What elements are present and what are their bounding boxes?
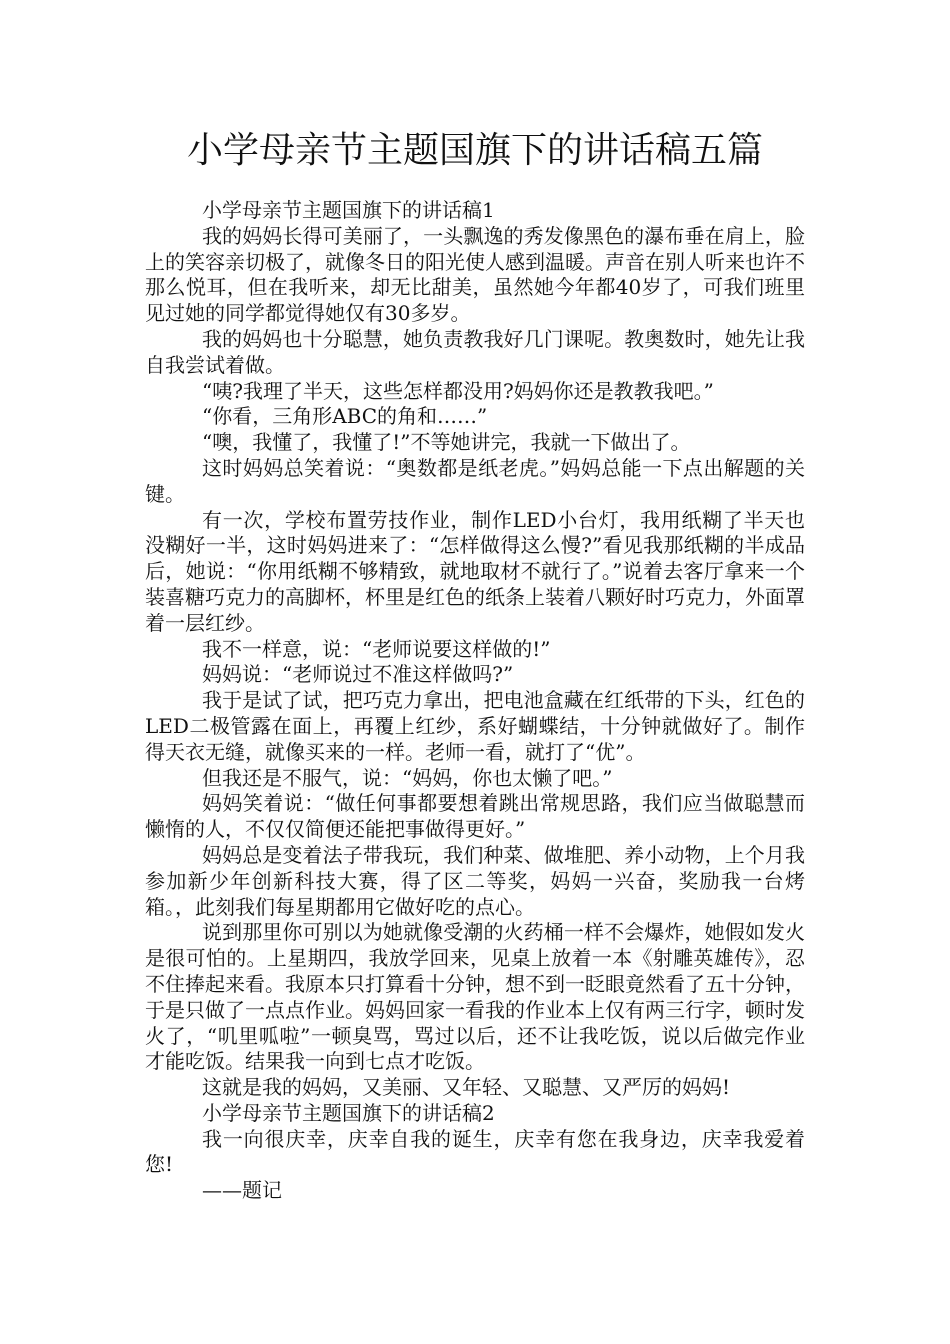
paragraph: 说到那里你可别以为她就像受潮的火药桶一样不会爆炸，她假如发火是很可怕的。上星期四，我放学回来，见桌上放着一本《射雕英雄传》，忍不住捧起来看。我原本只打算看十分钟，想不到一眨眼竟然看了五十分钟，于是只做了一点点作业。妈妈回家一看我的作业本上仅有两三行字，顿时发火了，“叽里呱啦”一顿臭骂，骂过以后，还不让我吃饭，说以后做完作业才能吃饭。结果我一向到七点才吃饭。 [145,920,805,1074]
paragraph: 我于是试了试，把巧克力拿出，把电池盒藏在红纸带的下头，红色的LED二极管露在面上，再覆上红纱，系好蝴蝶结，十分钟就做好了。制作得天衣无缝，就像买来的一样。老师一看，就打了“优”。 [145,688,805,764]
paragraph: 但我还是不服气，说：“妈妈，你也太懒了吧。” [202,765,613,790]
paragraph: 这就是我的妈妈，又美丽、又年轻、又聪慧、又严厉的妈妈! [202,1075,731,1100]
document-body [145,198,805,1204]
paragraph: 我的妈妈长得可美丽了，一头飘逸的秀发像黑色的瀑布垂在肩上，脸上的笑容亲切极了，就像冬日的阳光使人感到温暖。声音在别人听来也许不那么悦耳，但在我听来，却无比甜美，虽然她今年都40岁了，可我们班里见过她的同学都觉得她仅有30多岁。 [145,223,805,326]
paragraph: 妈妈说：“老师说过不准这样做吗?” [202,662,514,687]
paragraph: 有一次，学校布置劳技作业，制作LED小台灯，我用纸糊了半天也没糊好一半，这时妈妈进来了：“怎样做得这么慢?”看见我那纸糊的半成品后，她说：“你用纸糊不够精致，就地取材不就行了。”说着去客厅拿来一个装喜糖巧克力的高脚杯，杯里是红色的纸条上装着八颗好时巧克力，外面罩着一层红纱。 [145,507,805,635]
section-heading-1: 小学母亲节主题国旗下的讲话稿1 [202,198,495,222]
paragraph: “噢，我懂了，我懂了!”不等她讲完，我就一下做出了。 [202,430,691,455]
paragraph: 这时妈妈总笑着说：“奥数都是纸老虎。”妈妈总能一下点出解题的关键。 [145,455,805,506]
document-title: 小学母亲节主题国旗下的讲话稿五篇 [186,130,763,171]
paragraph: 妈妈总是变着法子带我玩，我们种菜、做堆肥、养小动物，上个月我参加新少年创新科技大赛，得了区二等奖，妈妈一兴奋，奖励我一台烤箱。，此刻我们每星期都用它做好吃的点心。 [145,842,805,919]
paragraph: “你看，三角形ABC的角和……” [202,404,488,429]
epigraph-attribution: ——题记 [202,1178,282,1203]
paragraph: “咦?我理了半天，这些怎样都没用?妈妈你还是教教我吧。” [202,378,714,403]
section-heading-2: 小学母亲节主题国旗下的讲话稿2 [202,1100,495,1125]
paragraph: 我不一样意，说：“老师说要这样做的!” [202,636,551,661]
paragraph: 我的妈妈也十分聪慧，她负责教我好几门课呢。教奥数时，她先让我自我尝试着做。 [145,326,805,377]
paragraph: 我一向很庆幸，庆幸自我的诞生，庆幸有您在我身边，庆幸我爱着您! [145,1126,805,1177]
paragraph: 妈妈笑着说：“做任何事都要想着跳出常规思路，我们应当做聪慧而懒惰的人，不仅仅简便还能把事做得更好。” [145,791,805,842]
